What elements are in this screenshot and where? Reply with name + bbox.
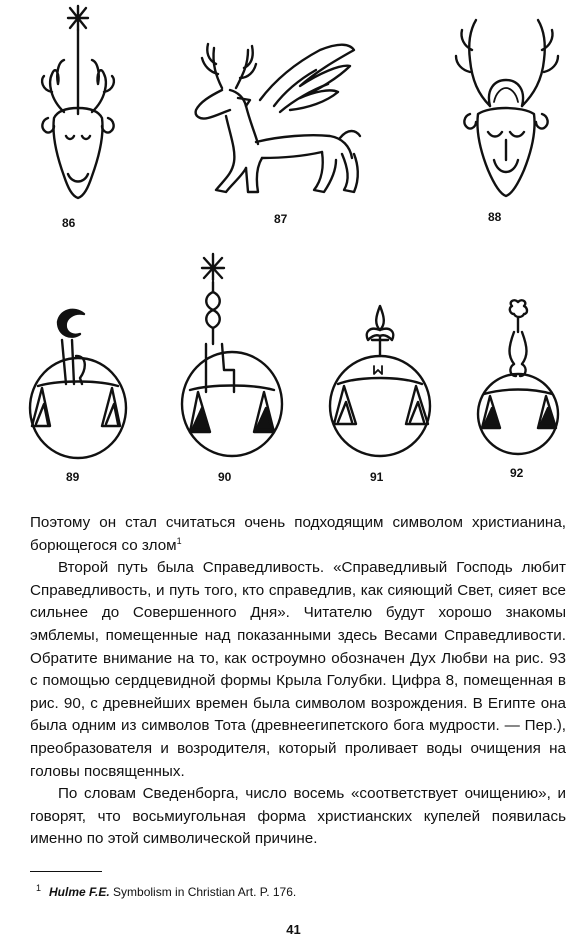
scales-with-cross-icon (470, 296, 570, 466)
footnote-divider (30, 871, 102, 872)
scales-with-figure-eight-icon (172, 252, 292, 467)
footnote-ref[interactable]: 1 (176, 535, 182, 546)
footnote-author: Hulme F.E. (49, 885, 110, 899)
stag-head-with-star-icon (30, 4, 115, 214)
figure-86 (30, 4, 115, 229)
footnote-mark: 1 (36, 883, 42, 893)
figure-number-86: 86 (62, 216, 76, 230)
figure-number-87: 87 (274, 212, 288, 226)
stag-head-with-crescent-icon (450, 10, 560, 210)
figure-89 (18, 300, 138, 485)
scales-with-fleur-de-lis-icon (322, 300, 452, 465)
scales-with-crescent-icon (18, 300, 138, 465)
figure-number-88: 88 (488, 210, 502, 224)
winged-stag-icon (190, 40, 380, 205)
footnote-source: Symbolism in Christian Art. P. 176. (109, 885, 297, 899)
figure-number-91: 91 (370, 470, 384, 484)
figure-87 (190, 40, 380, 230)
figure-number-90: 90 (218, 470, 232, 484)
figure-91 (322, 300, 452, 485)
footnote (36, 880, 556, 900)
paragraph-1 (30, 512, 566, 557)
paragraph-3: По словам Сведенборга, число восемь «соответствует очищению», и говорят, что восьмиугольная форма христианских купелей появилась именно по этой символической причине. (30, 785, 566, 848)
figure-number-89: 89 (66, 470, 80, 484)
paragraph-2: Второй путь была Справедливость. «Справедливый Господь любит Справедливость, и путь того, кто справедлив, как сияющий Свет, сияет все сильнее до Совершенного Дня». Читателю будут хорошо знакомы эмблемы, помещенные над показанными здесь Весами Справедливости. Обратите внимание на то, как остроумно обозначен Дух Любви на рис. 93 с помощью сердцевидной формы Крыла Голубки. Цифра 8, помещенная в рис. 90, с древнейших времен была символом возрождения. В Египте она была одним из символов Тота (древнеегипетского бога мудрости. — Пер.), преобразователя и возродителя, который проливает воды очищения на головы посвященных. (30, 559, 566, 780)
paragraph-1-text: Поэтому он стал считаться очень подходящим символом христианина, борющегося со злом (30, 514, 566, 554)
page-number: 41 (286, 922, 301, 937)
figure-number-92: 92 (510, 466, 524, 480)
body-text (30, 512, 566, 851)
figure-88 (450, 10, 560, 230)
figure-90 (172, 252, 292, 484)
figure-92 (470, 296, 570, 486)
